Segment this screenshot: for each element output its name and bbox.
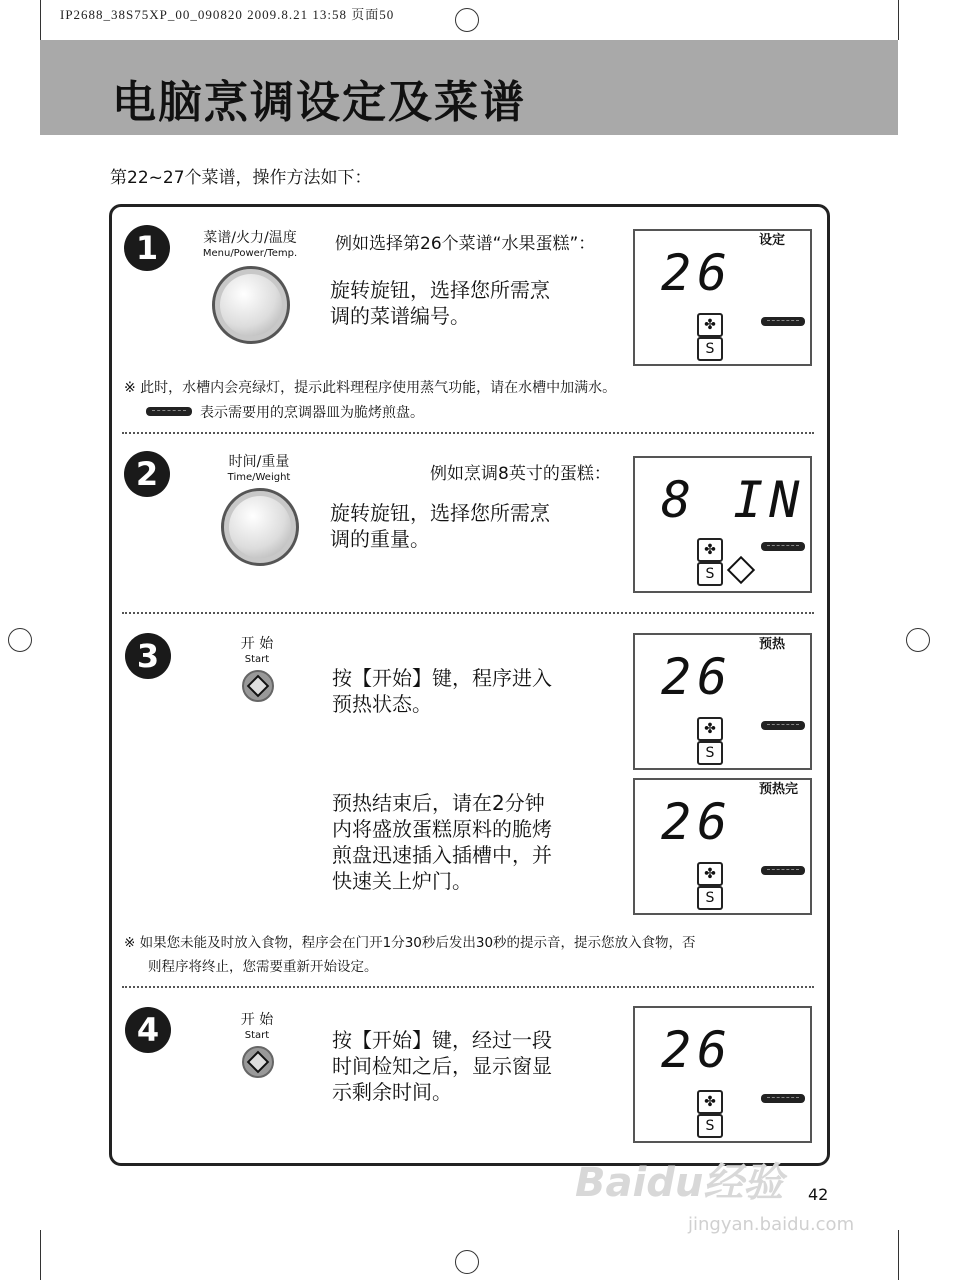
steam-icon: S [697,1114,723,1138]
lcd-display-3b [633,778,812,915]
fan-icon: ✤ [697,538,723,562]
registration-mark [8,628,32,652]
line: 预热结束后，请在2分钟 [332,791,545,815]
fan-icon: ✤ [697,862,723,886]
crop-mark [40,0,41,40]
line: 旋转旋钮，选择您所需烹 [330,501,550,525]
steam-icon: S [697,337,723,361]
divider [122,612,814,614]
start-icon [247,1051,270,1074]
divider [122,432,814,434]
crisp-tray-icon [146,407,192,416]
start-button[interactable] [242,1046,274,1078]
step2-example: 例如烹调8英寸的蛋糕： [430,464,611,484]
line: ※ 如果您未能及时放入食物，程序会在门开1分30秒后发出30秒的提示音，提示您放入食物，否 [124,935,696,951]
intro-text: 第22~27个菜谱，操作方法如下： [110,168,372,188]
label-en: Time/Weight [227,472,291,483]
registration-mark [455,8,479,32]
steam-icon: S [697,562,723,586]
fan-icon: ✤ [697,313,723,337]
lcd-display-4 [633,1006,812,1143]
line: 快速关上炉门。 [332,869,472,893]
label-en: Start [244,1030,270,1041]
time-weight-knob[interactable] [221,488,299,566]
start-flash-icon [727,556,755,584]
lcd-display-1 [633,229,812,366]
line: 调的菜谱编号。 [330,304,470,328]
line: 时间检知之后，显示窗显 [332,1054,552,1078]
crop-mark [898,0,899,40]
label-cn: 开 始 [240,1012,274,1028]
label-cn: 时间/重量 [228,454,290,470]
step-number-1: 1 [124,225,170,271]
crisp-tray-icon [761,317,805,326]
display-label-preheat-done: 预热完 [759,782,799,797]
label-en: Start [244,654,270,665]
step2-instruction [330,500,550,552]
display-digits: 8 IN [661,471,806,529]
menu-knob-label [190,231,310,261]
step3-instruction [332,665,552,717]
crisp-tray-icon [761,542,805,551]
display-digits: 26 [661,648,734,706]
registration-mark [455,1250,479,1274]
lcd-display-2 [633,456,812,593]
line: 旋转旋钮，选择您所需烹 [330,278,550,302]
steam-icon: S [697,741,723,765]
note-tray: 表示需要用的烹调器皿为脆烤煎盘。 [200,405,424,421]
steam-icon: S [697,886,723,910]
start-label [217,1013,297,1043]
fan-icon: ✤ [697,1090,723,1114]
time-knob-label [199,455,319,485]
watermark-url: jingyan.baidu.com [688,1214,855,1235]
display-digits: 26 [661,793,734,851]
page-title: 电脑烹调设定及菜谱 [112,77,526,128]
crisp-tray-icon [761,866,805,875]
start-label [217,637,297,667]
label-cn: 开 始 [240,636,274,652]
start-button[interactable] [242,670,274,702]
display-digits: 26 [661,1021,734,1079]
note-steam: ※ 此时，水槽内会亮绿灯，提示此料理程序使用蒸气功能，请在水槽中加满水。 [124,380,617,396]
line: 煎盘迅速插入插槽中，并 [332,843,552,867]
line: 则程序将终止，您需要重新开始设定。 [148,959,378,975]
step-number-3: 3 [125,633,171,679]
step1-example: 例如选择第26个菜谱“水果蛋糕”： [335,234,596,254]
line: 示剩余时间。 [332,1080,452,1104]
watermark-logo: Baidu经验 [575,1160,784,1206]
display-digits: 26 [661,244,734,302]
step3-instruction-b [332,790,552,894]
crop-mark [898,1230,899,1280]
divider [122,986,814,988]
crisp-tray-icon [761,1094,805,1103]
fan-icon: ✤ [697,717,723,741]
line: 按【开始】键，程序进入 [332,666,552,690]
step-number-2: 2 [124,451,170,497]
line: 调的重量。 [330,527,430,551]
lcd-display-3a [633,633,812,770]
print-header: IP2688_38S75XP_00_090820 2009.8.21 13:58 页面50 [60,7,395,22]
crisp-tray-icon [761,721,805,730]
display-label-preheat: 预热 [759,637,786,652]
menu-power-temp-knob[interactable] [212,266,290,344]
step1-instruction [330,277,550,329]
line: 预热状态。 [332,692,432,716]
label-cn: 菜谱/火力/温度 [203,230,297,246]
display-label-setting: 设定 [759,233,786,248]
line: 按【开始】键，经过一段 [332,1028,552,1052]
step4-instruction [332,1027,552,1105]
note-timeout [124,931,696,979]
crop-mark [40,1230,41,1280]
page-number: 42 [808,1185,829,1204]
step-number-4: 4 [125,1007,171,1053]
line: 内将盛放蛋糕原料的脆烤 [332,817,552,841]
label-en: Menu/Power/Temp. [202,248,298,259]
start-icon [247,675,270,698]
registration-mark [906,628,930,652]
